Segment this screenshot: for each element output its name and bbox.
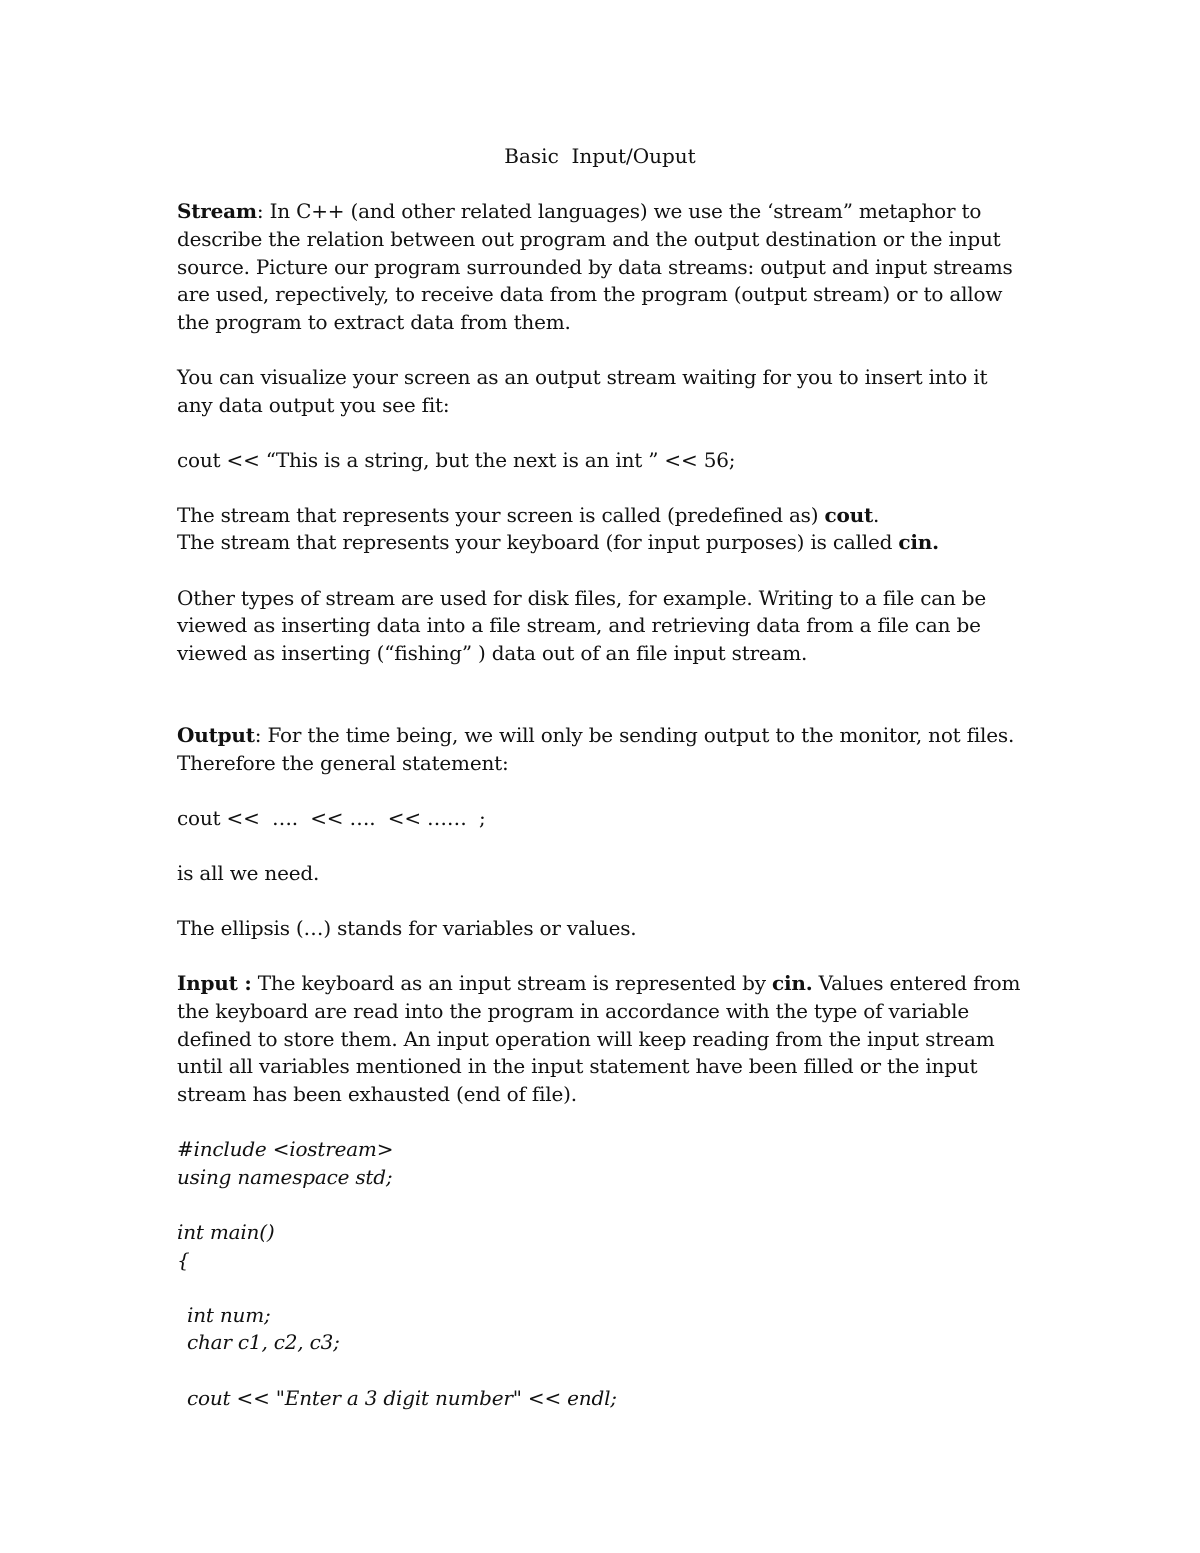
visualize-line-2: any data output you see fit: <box>177 393 450 417</box>
stream-line-5: the program to extract data from them. <box>177 310 571 334</box>
ellipsis-text: The ellipsis (…) stands for variables or values. <box>177 916 637 940</box>
stream-line-2: describe the relation between out program and the output destination or the input <box>177 227 1001 251</box>
cout-example: cout << “This is a string, but the next is an int ” << 56; <box>177 448 736 472</box>
stream-line-1 <box>177 197 981 225</box>
output-text-1: : For the time being, we will only be sending output to the monitor, not files. <box>254 723 1015 747</box>
stream-text-1: : In C++ (and other related languages) we use the ‘stream” metaphor to <box>256 199 982 223</box>
input-line-1 <box>177 969 1020 997</box>
page-title <box>0 142 1200 170</box>
other-types-line-1: Other types of stream are used for disk files, for example. Writing to a file can be <box>177 586 987 610</box>
output-line-2: Therefore the general statement: <box>177 751 509 775</box>
code-open-brace: { <box>177 1248 190 1272</box>
general-statement: cout << …. << …. << …… ; <box>177 806 486 830</box>
visualize-line-1: You can visualize your screen as an output stream waiting for you to insert into it <box>177 365 988 389</box>
stream-line-4: are used, repectively, to receive data from the program (output stream) or to allow <box>177 282 1003 306</box>
input-line-5: stream has been exhausted (end of file). <box>177 1082 577 1106</box>
code-decl-chars: char c1, c2, c3; <box>187 1330 340 1354</box>
input-text-1-tail: Values entered from <box>812 971 1021 995</box>
code-prompt: cout << "Enter a 3 digit number" << endl; <box>187 1386 617 1410</box>
cout-definition-line <box>177 501 879 529</box>
code-include: #include <iostream> <box>177 1137 394 1161</box>
cin-keyword: cin. <box>898 530 939 554</box>
code-main: int main() <box>177 1220 275 1244</box>
all-we-need-text: is all we need. <box>177 861 320 885</box>
input-line-3: defined to store them. An input operation will keep reading from the input stream <box>177 1027 995 1051</box>
code-using: using namespace std; <box>177 1165 393 1189</box>
input-line-2: the keyboard are read into the program in accordance with the type of variable <box>177 999 969 1023</box>
code-decl-num: int num; <box>187 1303 271 1327</box>
cin-definition-line <box>177 528 939 556</box>
cout-definition-prefix: The stream that represents your screen is called (predefined as) <box>177 503 825 527</box>
stream-label: Stream <box>177 199 257 223</box>
output-line-1 <box>177 721 1014 749</box>
input-line-4: until all variables mentioned in the input statement have been filled or the input <box>177 1054 978 1078</box>
cout-keyword: cout <box>824 503 873 527</box>
output-label: Output <box>177 723 255 747</box>
cin-definition-prefix: The stream that represents your keyboard (for input purposes) is called <box>177 530 899 554</box>
other-types-line-2: viewed as inserting data into a file stream, and retrieving data from a file can be <box>177 613 981 637</box>
other-types-line-3: viewed as inserting (“fishing” ) data out of an file input stream. <box>177 641 808 665</box>
title-text: Basic Input/Ouput <box>504 144 696 168</box>
stream-line-3: source. Picture our program surrounded by data streams: output and input streams <box>177 255 1013 279</box>
cout-definition-suffix: . <box>873 503 880 527</box>
input-text-1: The keyboard as an input stream is represented by <box>251 971 773 995</box>
input-cin-keyword: cin. <box>772 971 813 995</box>
input-label: Input : <box>177 971 252 995</box>
